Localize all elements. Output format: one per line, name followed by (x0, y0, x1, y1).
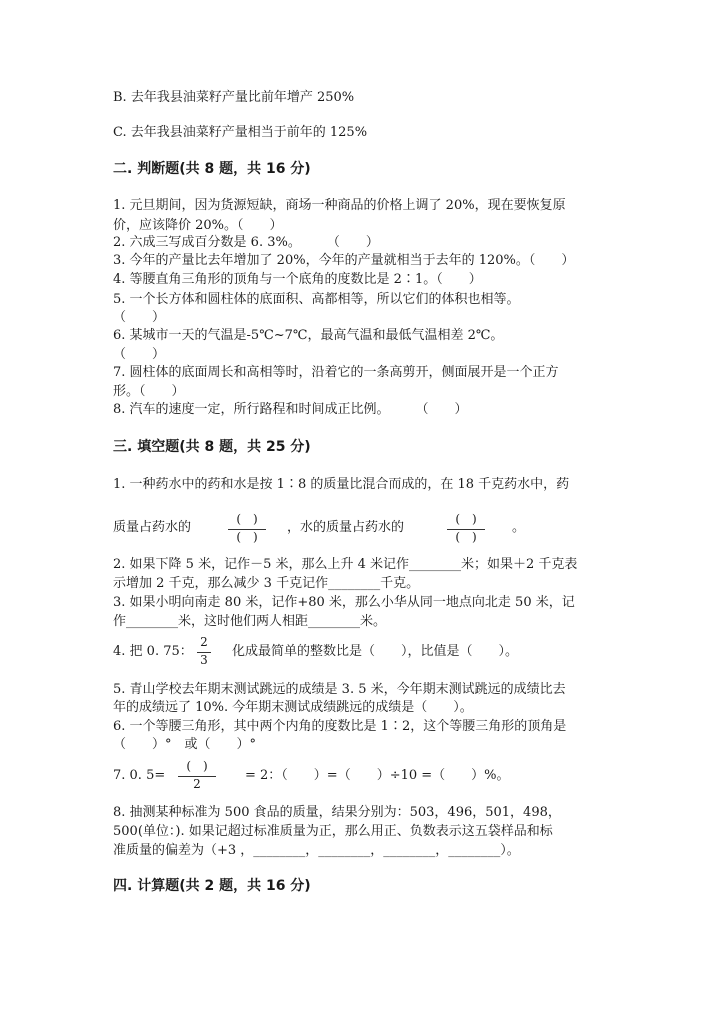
q4-pre: 4. 把 0. 75： (113, 644, 193, 659)
q8-line2: 500(单位：). 如果记超过标准质量为正，那么用正、负数表示这五袋样品和标 (113, 824, 553, 839)
q1-line1: 1. 一种药水中的药和水是按 1∶8 的质量比混合而成的，在 18 千克药水中，药 (113, 477, 570, 492)
section-2-heading: 二. 判断题(共 8 题，共 16 分) (113, 161, 311, 177)
judge-line: 形。（ ） (113, 384, 185, 399)
q7-post: = 2：（ ）=（ ）÷10 =（ ）%。 (245, 768, 510, 783)
judge-line: 价，应该降价 20%。（ ） (113, 218, 283, 233)
fraction-denominator: ( ) (236, 530, 258, 544)
fraction-numerator: ( ) (455, 512, 477, 526)
q8-line1: 8. 抽测某种标准为 500 食品的质量，结果分别为：503，496，501，498， (113, 805, 561, 820)
option-b: B. 去年我县油菜籽产量比前年增产 250% (113, 90, 355, 105)
judge-line: 7. 圆柱体的底面周长和高相等时，沿着它的一条高剪开，侧面展开是一个正方 (113, 365, 559, 380)
section-3-heading: 三. 填空题(共 8 题，共 25 分) (113, 439, 311, 455)
q3-line1: 3. 如果小明向南走 80 米，记作+80 米，那么小华从同一地点向北走 50 米，记 (113, 595, 575, 610)
q7-fraction (178, 760, 216, 793)
q6-line1: 6. 一个等腰三角形，其中两个内角的度数比是 1∶2，这个等腰三角形的顶角是 (113, 719, 567, 734)
section-4-heading: 四. 计算题(共 2 题，共 16 分) (113, 878, 311, 894)
fraction-denominator: ( ) (455, 530, 477, 544)
fraction-numerator: ( ) (186, 759, 208, 773)
judge-line: 4. 等腰直角三角形的顶角与一个底角的度数比是 2∶1。（ ） (113, 272, 482, 287)
judge-line: 2. 六成三写成百分数是 6. 3%。 （ ） (113, 235, 379, 250)
q1-part-a: 质量占药水的 (113, 520, 192, 535)
q6-line2: （ ）° 或（ ）° (113, 737, 257, 752)
q7-pre: 7. 0. 5= (113, 768, 166, 783)
q1-fraction-drug (228, 513, 266, 546)
fraction-numerator: 2 (200, 635, 208, 649)
judge-line: 1. 元旦期间，因为货源短缺，商场一种商品的价格上调了 20%，现在要恢复原 (113, 198, 566, 213)
q2-line1: 2. 如果下降 5 米，记作－5 米，那么上升 4 米记作________米；如果＋2 千克表 (113, 557, 578, 572)
q8-line3: 准质量的偏差为（+3 ，________，________，________，________）。 (113, 843, 520, 858)
q3-line2: 作________米，这时他们两人相距________米。 (113, 614, 387, 629)
q1-fraction-water (447, 513, 485, 546)
judge-line: （ ） (113, 310, 166, 325)
judge-line: 5. 一个长方体和圆柱体的底面积、高都相等，所以它们的体积也相等。 (113, 292, 520, 307)
judge-line: 8. 汽车的速度一定，所行路程和时间成正比例。 （ ） (113, 402, 468, 417)
option-c: C. 去年我县油菜籽产量相当于前年的 125% (113, 125, 368, 140)
q5-line2: 年的成绩远了 10%. 今年期末测试成绩跳远的成绩是（ ）。 (113, 700, 473, 715)
q2-line2: 示增加 2 千克，那么减少 3 千克记作________千克。 (113, 576, 420, 591)
q1-end: 。 (512, 520, 526, 535)
fraction-denominator: 2 (193, 777, 201, 791)
judge-line: （ ） (113, 347, 166, 362)
q4-fraction (197, 636, 211, 669)
fraction-denominator: 3 (200, 653, 208, 667)
q1-part-b: ，水的质量占药水的 (287, 520, 405, 535)
fraction-numerator: ( ) (236, 512, 258, 526)
q4-post: 化成最简单的整数比是（ ），比值是（ ）。 (232, 644, 519, 659)
judge-line: 6. 某城市一天的气温是-5℃~7℃，最高气温和最低气温相差 2℃。 (113, 328, 504, 343)
q5-line1: 5. 青山学校去年期末测试跳远的成绩是 3. 5 米，今年期末测试跳远的成绩比去 (113, 682, 566, 697)
judge-line: 3. 今年的产量比去年增加了 20%，今年的产量就相当于去年的 120%。（ ） (113, 253, 575, 268)
